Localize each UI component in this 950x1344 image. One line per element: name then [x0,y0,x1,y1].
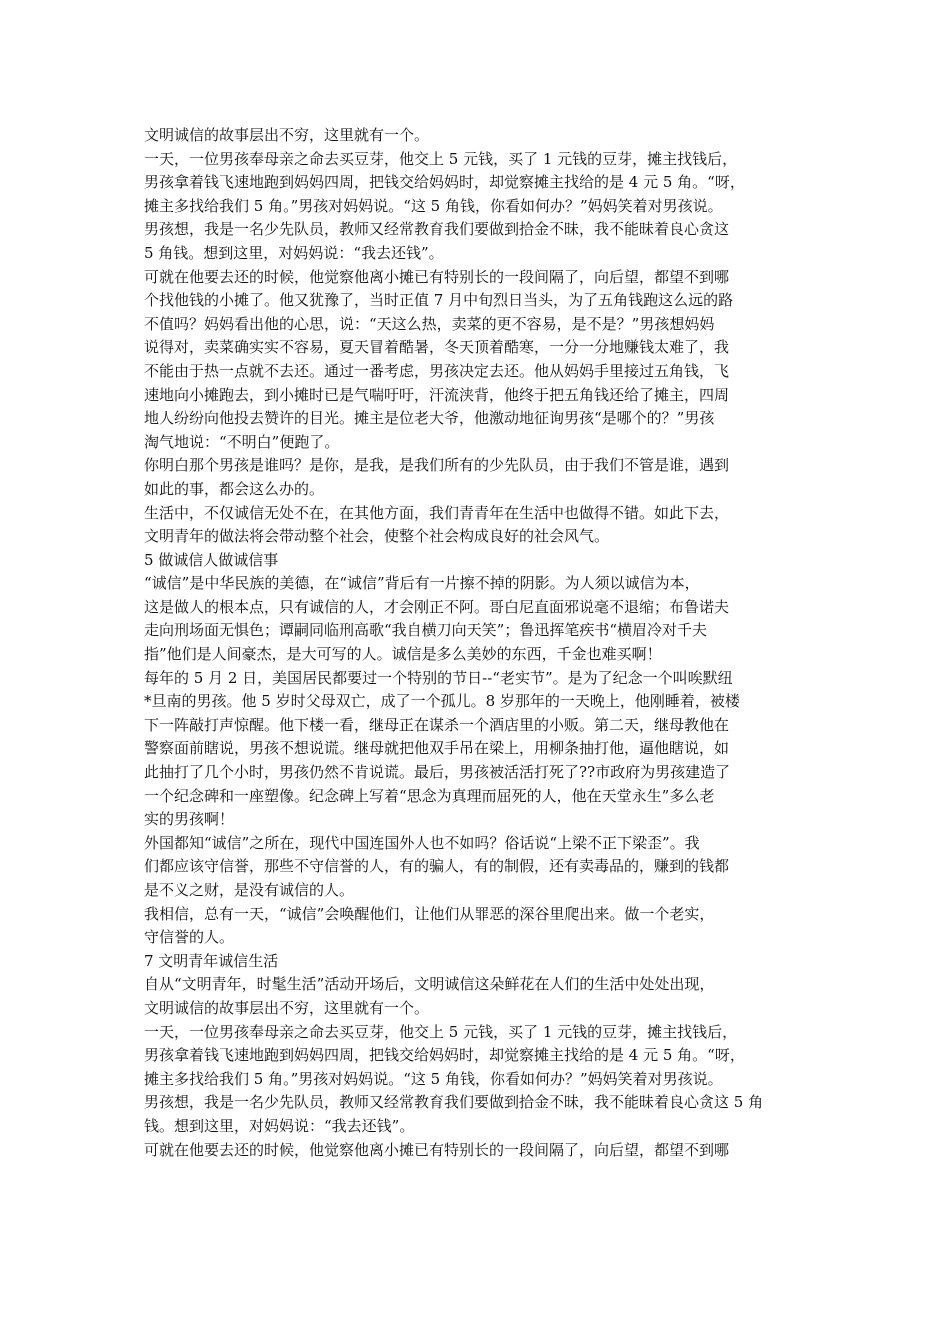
text-line: 文明诚信的故事层出不穷，这里就有一个。 [144,998,430,1017]
text-line: 一天，一位男孩奉母亲之命去买豆芽，他交上 5 元钱，买了 1 元钱的豆芽，摊主找钱后， [144,1022,738,1041]
text-line: 守信誉的人。 [144,928,235,947]
text-line: 不能由于热一点就不去还。通过一番考虑，男孩决定去还。他从妈妈手里接过五角钱，飞 [144,361,730,380]
text-line: 男孩想，我是一名少先队员，教师又经常教育我们要做到拾金不昧，我不能昧着良心贪这 [144,220,730,239]
text-line: 一天，一位男孩奉母亲之命去买豆芽，他交上 5 元钱，买了 1 元钱的豆芽，摊主找钱后， [144,149,738,168]
text-line: 走向刑场面无惧色；谭嗣同临刑高歌“我自横刀向天笑”；鲁迅挥笔疾书“横眉冷对千夫 [144,621,708,640]
text-line: 5 角钱。想到这里，对妈妈说：“我去还钱”。 [144,243,444,262]
text-line: 男孩想，我是一名少先队员，教师又经常教育我们要做到拾金不昧，我不能昧着良心贪这 5 角 [144,1093,764,1112]
text-line: 不值吗？妈妈看出他的心思，说：“天这么热，卖菜的更不容易，是不是？”男孩想妈妈 [144,314,715,333]
text-line: 5 做诚信人做诚信事 [144,550,279,569]
text-line: 实的男孩啊！ [144,810,235,829]
text-line: 男孩拿着钱飞速地跑到妈妈四周，把钱交给妈妈时，却觉察摊主找给的是 4 元 5 角。“呀， [144,173,745,192]
text-line: 一个纪念碑和一座塑像。纪念碑上写着“思念为真理而屈死的人，他在天堂永生”多么老 [144,786,715,805]
text-line: 男孩拿着钱飞速地跑到妈妈四周，把钱交给妈妈时，却觉察摊主找给的是 4 元 5 角。“呀， [144,1046,745,1065]
text-line: 速地向小摊跑去，到小摊时已是气喘吁吁，汗流浃背，他终于把五角钱还给了摊主，四周 [144,385,730,404]
text-line: 指”他们是人间豪杰，是大可写的人。诚信是多么美妙的东西，千金也难买啊！ [144,645,662,664]
text-line: *旦南的男孩。他 5 岁时父母双亡，成了一个孤儿。8 岁那年的一天晚上，他刚睡着，被楼 [144,692,740,711]
text-line: 下一阵敲打声惊醒。他下楼一看，继母正在谋杀一个酒店里的小贩。第二天，继母教他在 [144,715,730,734]
text-line: 摊主多找给我们 5 角。”男孩对妈妈说。“这 5 角钱，你看如何办？”妈妈笑着对男孩说。 [144,1069,723,1088]
text-line: 说得对，卖菜确实实不容易，夏天冒着酷暑，冬天顶着酷寒，一分一分地赚钱太难了，我 [144,338,730,357]
text-line: 每年的 5 月 2 日，美国居民都要过一个特别的节日--“老实节”。是为了纪念一个叫唉默纽 [144,668,733,687]
text-line: 们都应该守信誉，那些不守信誉的人，有的骗人，有的制假，还有卖毒品的，赚到的钱都 [144,857,730,876]
text-line: “诚信”是中华民族的美德，在“诚信”背后有一片擦不掉的阴影。为人须以诚信为本， [144,574,700,593]
text-line: 这是做人的根本点，只有诚信的人，才会刚正不阿。哥白尼直面邪说毫不退缩；布鲁诺夫 [144,597,730,616]
text-line: 外国都知“诚信”之所在，现代中国连国外人也不如吗？俗话说“上梁不正下梁歪”。我 [144,833,700,852]
text-line: 文明青年的做法将会带动整个社会，使整个社会构成良好的社会风气。 [144,527,610,546]
document-body [144,124,814,1162]
text-line: 个找他钱的小摊了。他又犹豫了，当时正值 7 月中旬烈日当头，为了五角钱跑这么远的路 [144,291,734,310]
text-line: 7 文明青年诚信生活 [144,951,279,970]
text-line: 此抽打了几个小时，男孩仍然不肯说谎。最后，男孩被活活打死了??市政府为男孩建造了 [144,763,731,782]
text-line: 可就在他要去还的时候，他觉察他离小摊已有特别长的一段间隔了，向后望，都望不到哪 [144,1140,730,1159]
text-line: 自从“文明青年，时髦生活”活动开场后，文明诚信这朵鲜花在人们的生活中处处出现， [144,975,715,994]
text-line: 是不义之财，是没有诚信的人。 [144,881,355,899]
text-line: 文明诚信的故事层出不穷，这里就有一个。 [144,126,430,144]
text-line: 摊主多找给我们 5 角。”男孩对妈妈说。“这 5 角钱，你看如何办？”妈妈笑着对男孩说。 [144,196,723,215]
text-line: 可就在他要去还的时候，他觉察他离小摊已有特别长的一段间隔了，向后望，都望不到哪 [144,267,730,286]
text-line: 地人纷纷向他投去赞许的目光。摊主是位老大爷，他激动地征询男孩“是哪个的？”男孩 [144,409,715,428]
text-line: 警察面前瞎说，男孩不想说谎。继母就把他双手吊在梁上，用柳条抽打他，逼他瞎说，如 [144,739,730,758]
text-line: 生活中，不仅诚信无处不在，在其他方面，我们青青年在生活中也做得不错。如此下去， [144,503,730,522]
text-line: 淘气地说：“不明白”便跑了。 [144,432,340,451]
text-line: 你明白那个男孩是谁吗？是你，是我，是我们所有的少先队员，由于我们不管是谁，遇到 [144,456,730,475]
text-line: 如此的事，都会这么办的。 [144,479,325,498]
text-line: 钱。想到这里，对妈妈说：“我去还钱”。 [144,1116,415,1135]
text-line: 我相信，总有一天，“诚信”会唤醒他们，让他们从罪恶的深谷里爬出来。做一个老实， [144,904,715,923]
